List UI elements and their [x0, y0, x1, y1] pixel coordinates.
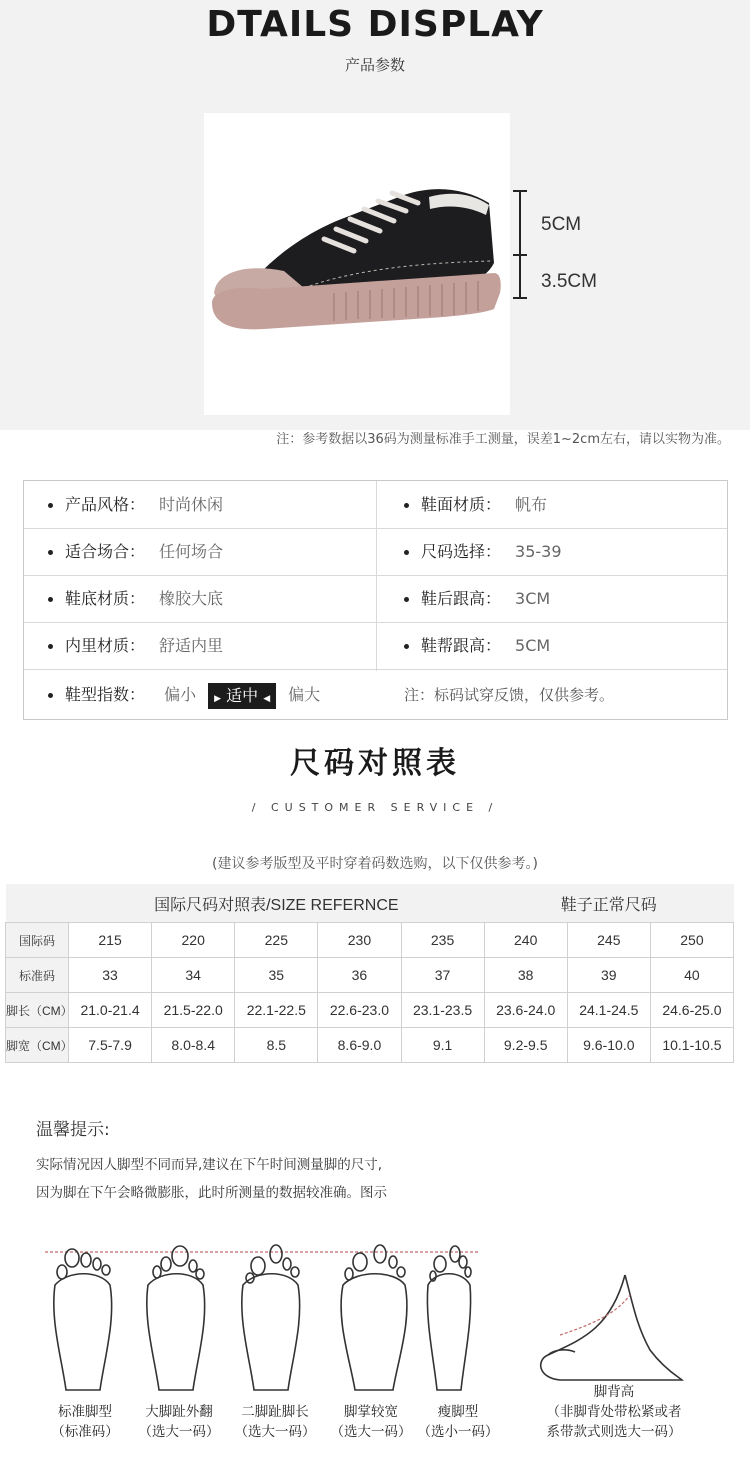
customer-service-subtitle: / CUSTOMER SERVICE / [251, 801, 499, 814]
size-chart-title: 尺码对照表 [290, 746, 460, 781]
fit-note: 注：标码试穿反馈，仅供参考。 [404, 686, 615, 704]
section-subtitle: 产品参数 [344, 56, 405, 74]
foot-type-high-instep: 脚背高 （非脚背处带松紧或者 系带款式则选大一码） [546, 1384, 682, 1440]
arrow-right-icon: ▶ [214, 693, 222, 704]
row-label: 国际码 [6, 923, 69, 958]
param-value: 5CM [515, 636, 551, 655]
param-key: 鞋面材质： [421, 495, 502, 514]
fit-option-large: 偏大 [288, 685, 321, 704]
param-key: 产品风格： [65, 495, 146, 514]
table-row: 脚宽（CM） 7.5-7.9 8.0-8.4 8.5 8.6-9.0 9.1 9.2-9.5 9.6-10.0 10.1-10.5 [6, 1028, 734, 1063]
size-chart-note: (建议参考版型及平时穿着码数选购，以下仅供参考。) [212, 856, 538, 872]
fit-option-selected: ▶ 适中 ◀ [208, 683, 276, 709]
table-header-row [6, 884, 734, 923]
sole-height-label: 3.5CM [541, 271, 597, 292]
tips-title: 温馨提示: [36, 1120, 110, 1140]
size-table [5, 884, 734, 1063]
foot-type-wide: 脚掌较宽 （选大一码） [330, 1404, 412, 1440]
row-label: 脚长（CM） [6, 993, 69, 1028]
foot-type-long-second-toe: 二脚趾脚长 （选大一码） [234, 1404, 316, 1440]
param-key: 内里材质： [65, 636, 146, 655]
param-row [24, 622, 727, 670]
foot-type-standard: 标准脚型 （标准码） [51, 1404, 119, 1440]
foot-type-bunion: 大脚趾外翻 （选大一码） [138, 1404, 220, 1440]
upper-height-label: 5CM [541, 214, 582, 235]
param-value: 帆布 [515, 495, 548, 514]
table-row: 标准码 33 34 35 36 37 38 39 40 [6, 958, 734, 993]
tips-line-1: 实际情况因人脚型不同而异,建议在下午时间测量脚的尺寸, [36, 1157, 383, 1173]
table-title: 国际尺码对照表/SIZE REFERNCE [69, 884, 485, 923]
param-value: 3CM [515, 589, 551, 608]
param-value: 35-39 [515, 542, 562, 561]
arrow-left-icon: ◀ [263, 693, 271, 704]
table-row: 脚长（CM） 21.0-21.4 21.5-22.0 22.1-22.5 22.6-23.0 23.1-23.5 23.6-24.0 24.1-24.5 24.6-25.0 [6, 993, 734, 1028]
dimension-line [519, 191, 521, 299]
shoe-image [204, 113, 510, 415]
fit-option-small: 偏小 [164, 685, 197, 704]
param-key: 适合场合： [65, 542, 146, 561]
fit-row [24, 671, 727, 718]
param-key: 鞋帮跟高： [421, 636, 502, 655]
details-section [0, 0, 750, 430]
foot-type-slim: 瘦脚型 （选小一码） [417, 1404, 499, 1440]
param-key: 鞋底材质： [65, 589, 146, 608]
row-label: 脚宽（CM） [6, 1028, 69, 1063]
param-value: 任何场合 [159, 542, 224, 561]
fit-key: 鞋型指数： [65, 685, 146, 704]
dimension-tick [513, 190, 527, 192]
param-value: 舒适内里 [159, 636, 224, 655]
param-row [24, 481, 727, 529]
dimension-tick [513, 254, 527, 256]
param-value: 时尚休闲 [159, 495, 224, 514]
table-title-right: 鞋子正常尺码 [484, 884, 733, 923]
param-value: 橡胶大底 [159, 589, 224, 608]
tips-line-2: 因为脚在下午会略微膨胀，此时所测量的数据较准确。图示 [36, 1185, 387, 1201]
param-row [24, 528, 727, 576]
dimension-tick [513, 297, 527, 299]
measurement-note: 注：参考数据以36码为测量标准手工测量，误差1~2cm左右，请以实物为准。 [276, 432, 730, 447]
param-key: 鞋后跟高： [421, 589, 502, 608]
section-title: DTAILS DISPLAY [206, 4, 544, 45]
param-key: 尺码选择： [421, 542, 502, 561]
product-photo [204, 113, 510, 415]
table-row: 国际码 215 220 225 230 235 240 245 250 [6, 923, 734, 958]
param-row [24, 575, 727, 623]
product-params-table [23, 480, 728, 720]
foot-types-illustration [0, 1240, 750, 1405]
row-label: 标准码 [6, 958, 69, 993]
